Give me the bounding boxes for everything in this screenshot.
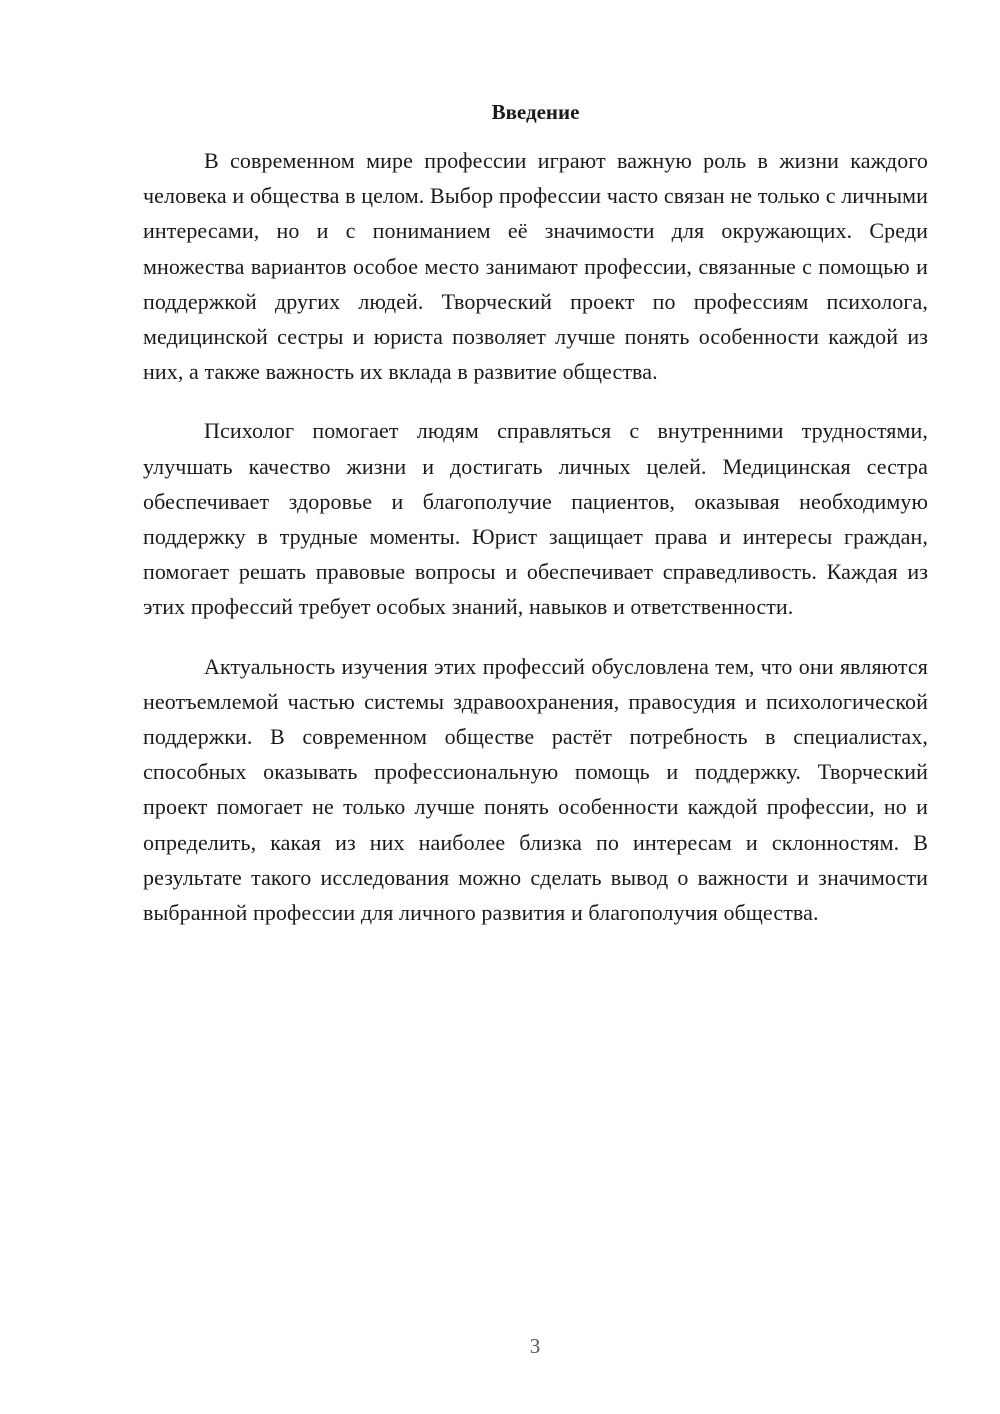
body-text (143, 143, 928, 954)
paragraph-intro: В современном мире профессии играют важную роль в жизни каждого человека и общества в целом. Выбор профессии часто связан не только с личными интересами, но и с пониманием её значимости для окружающих. Среди множества вариантов особое место занимают профессии, связанные с помощью и поддержкой других людей. Творческий проект по профессиям психолога, медицинской сестры и юриста позволяет лучше понять особенности каждой из них, а также важность их вклада в развитие общества. (143, 148, 928, 385)
section-heading: Введение (491, 100, 580, 124)
paragraph-professions: Психолог помогает людям справляться с внутренними трудностями, улучшать качество жизни и достигать личных целей. Медицинская сестра обеспечивает здоровье и благополучие пациентов, оказывая необходимую поддержку в трудные моменты. Юрист защищает права и интересы граждан, помогает решать правовые вопросы и обеспечивает справедливость. Каждая из этих профессий требует особых знаний, навыков и ответственности. (143, 418, 928, 620)
paragraph-relevance: Актуальность изучения этих профессий обусловлена тем, что они являются неотъемлемой частью системы здравоохранения, правосудия и психологической поддержки. В современном обществе растёт потребность в специалистах, способных оказывать профессиональную помощь и поддержку. Творческий проект помогает не только лучше понять особенности каждой профессии, но и определить, какая из них наиболее близка по интересам и склонностям. В результате такого исследования можно сделать вывод о важности и значимости выбранной профессии для личного развития и благополучия общества. (143, 653, 928, 926)
page-number: 3 (529, 1334, 541, 1358)
